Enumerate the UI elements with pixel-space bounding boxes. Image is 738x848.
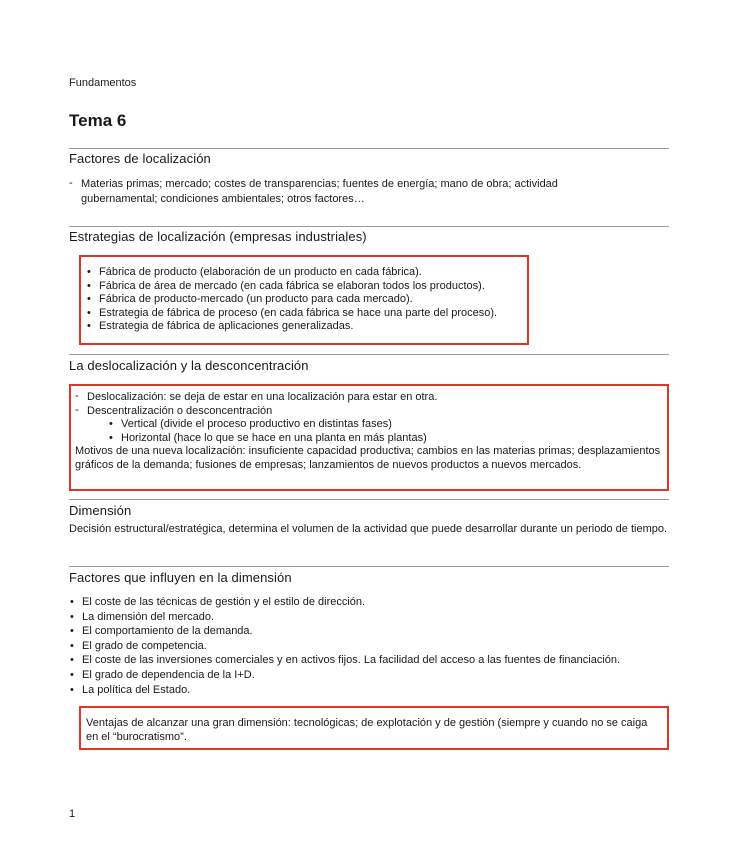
section-title-dimension: Dimensión bbox=[69, 503, 132, 518]
motivos-paragraph: Motivos de una nueva localización: insuficiente capacidad productiva; cambios en las materias primas; desplazamientos gráficos de la demanda; fusiones de empresas; lanzamientos de nuevos productos a nuevos mercados. bbox=[75, 445, 661, 471]
document-header: Fundamentos bbox=[69, 77, 137, 89]
section-divider bbox=[69, 148, 669, 149]
highlight-box-estrategias bbox=[79, 255, 529, 345]
list-item: • Estrategia de fábrica de proceso (en cada fábrica se hace una parte del proceso). bbox=[86, 307, 526, 321]
sublist-item: • Horizontal (hace lo que se hace en una planta en más plantas) bbox=[109, 432, 665, 446]
list-item: • El grado de dependencia de la I+D. bbox=[69, 668, 669, 683]
factores-localizacion-list bbox=[69, 177, 609, 207]
list-item: • El comportamiento de la demanda. bbox=[69, 624, 669, 639]
section-title-deslocalizacion: La deslocalización y la desconcentración bbox=[69, 358, 309, 373]
deslocalizacion-list bbox=[75, 391, 665, 445]
list-item: • Fábrica de producto (elaboración de un producto en cada fábrica). bbox=[86, 266, 526, 280]
ventajas-note: Ventajas de alcanzar una gran dimensión: tecnológicas; de explotación y de gestión (siempre y cuando no se caiga en el “burocratismo”. bbox=[86, 717, 648, 743]
list-item: - Deslocalización: se deja de estar en una localización para estar en otra. bbox=[75, 391, 665, 405]
list-item bbox=[75, 405, 665, 446]
list-item: • Fábrica de producto-mercado (un producto para cada mercado). bbox=[86, 293, 526, 307]
sublist-item: • Vertical (divide el proceso productivo en distintas fases) bbox=[109, 418, 665, 432]
dimension-paragraph: Decisión estructural/estratégica, determina el volumen de la actividad que puede desarrollar durante un periodo de tiempo. bbox=[69, 523, 668, 535]
list-item: • El coste de las inversiones comerciales y en activos fijos. La facilidad del acceso a las fuentes de financiación. bbox=[69, 653, 669, 668]
highlight-box-deslocalizacion bbox=[69, 384, 669, 491]
highlight-box-ventajas bbox=[79, 706, 669, 750]
list-item: • Fábrica de área de mercado (en cada fábrica se elaboran todos los productos). bbox=[86, 280, 526, 294]
section-divider bbox=[69, 226, 669, 227]
list-item: • El grado de competencia. bbox=[69, 639, 669, 654]
list-item: - Materias primas; mercado; costes de transparencias; fuentes de energía; mano de obra; actividad gubernamental; condiciones ambientales; otros factores… bbox=[69, 177, 609, 207]
deslocalizacion-content bbox=[75, 391, 665, 472]
page-number: 1 bbox=[69, 808, 76, 820]
factores-dimension-list bbox=[69, 595, 669, 697]
list-item: • El coste de las técnicas de gestión y el estilo de dirección. bbox=[69, 595, 669, 610]
list-item: • La política del Estado. bbox=[69, 683, 669, 698]
section-divider bbox=[69, 566, 669, 567]
estrategias-list bbox=[86, 266, 526, 334]
list-item: • La dimensión del mercado. bbox=[69, 610, 669, 625]
section-title-estrategias: Estrategias de localización (empresas industriales) bbox=[69, 229, 367, 244]
section-title-factores-localizacion: Factores de localización bbox=[69, 151, 211, 166]
desconcentracion-sublist bbox=[87, 418, 665, 445]
section-divider bbox=[69, 499, 669, 500]
list-item-label: Descentralización o desconcentración bbox=[87, 404, 273, 417]
section-title-factores-dimension: Factores que influyen en la dimensión bbox=[69, 570, 292, 585]
list-item: • Estrategia de fábrica de aplicaciones generalizadas. bbox=[86, 320, 526, 334]
section-divider bbox=[69, 354, 669, 355]
page-title: Tema 6 bbox=[69, 111, 127, 130]
